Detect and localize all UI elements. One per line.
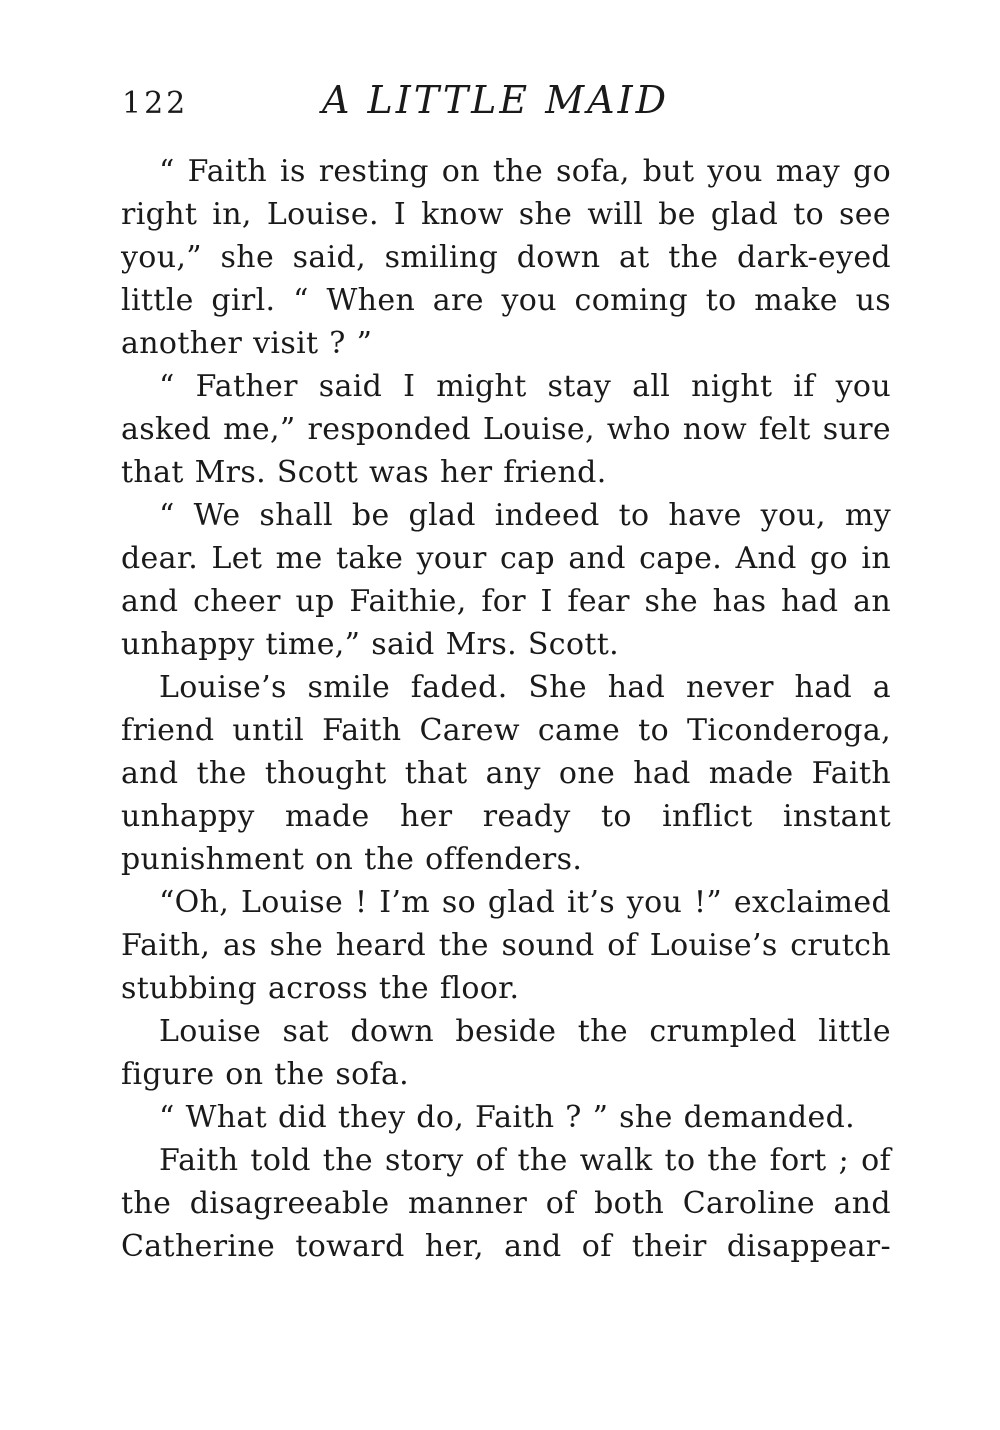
paragraph: “ Faith is resting on the sofa, but you may go right in, Louise. I know she will be glad to see you,” she said, smiling down at the dark-eyed little girl. “ When are you coming to make us another visit ? ”: [121, 154, 891, 361]
page-title: A LITTLE MAID: [322, 78, 670, 122]
paragraph: “ Father said I might stay all night if you asked me,” responded Louise, who now felt sure that Mrs. Scott was her friend.: [121, 369, 891, 490]
body-text: [121, 150, 891, 1268]
paragraph: Faith told the story of the walk to the fort ; of the disagreeable manner of both Caroline and Catherine toward her, and of their disappear-: [121, 1143, 891, 1264]
paragraph: Louise’s smile faded. She had never had a friend until Faith Carew came to Ticonderoga, and the thought that any one had made Faith unhappy made her ready to inflict instant punishment on the offenders.: [121, 670, 891, 877]
paragraph: Louise sat down beside the crumpled little figure on the sofa.: [121, 1014, 891, 1092]
running-head: [122, 78, 892, 126]
paragraph: “Oh, Louise ! I’m so glad it’s you !” exclaimed Faith, as she heard the sound of Louise’s crutch stubbing across the floor.: [121, 885, 891, 1006]
paragraph: “ We shall be glad indeed to have you, my dear. Let me take your cap and cape. And go in and cheer up Faithie, for I fear she has had an unhappy time,” said Mrs. Scott.: [121, 498, 891, 662]
page-number: 122: [122, 86, 189, 121]
paragraph: “ What did they do, Faith ? ” she demanded.: [159, 1100, 856, 1135]
